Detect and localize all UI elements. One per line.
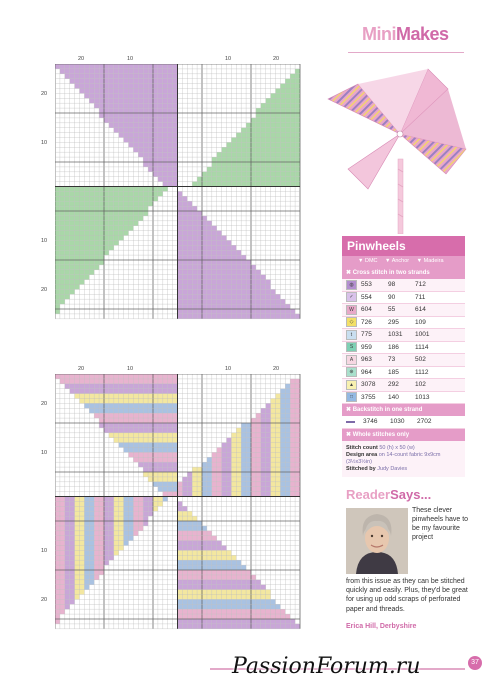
thread-swatch: ▲ — [346, 380, 357, 390]
thread-swatch: t — [346, 330, 357, 340]
key-row — [342, 367, 465, 380]
tick-label: 20 — [273, 366, 280, 372]
reader-quote-part1: These clever pinwheels have to be my favourite project — [412, 507, 469, 541]
madeira-code: 614 — [415, 306, 426, 314]
tick-label: 10 — [127, 366, 134, 372]
design-area-label: Design area — [346, 451, 378, 458]
tick-label: 10 — [41, 548, 48, 554]
chart-grid-1 — [55, 64, 305, 322]
thread-swatch: W — [346, 305, 357, 315]
anchor-code: 186 — [388, 343, 399, 351]
section-header — [362, 24, 449, 45]
tick-label: 20 — [273, 56, 280, 62]
thread-swatch: ⊕ — [346, 367, 357, 377]
reader-author: Erica Hill, Derbyshire — [346, 623, 417, 630]
cross-stitch-heading: ✖ Cross stitch in two strands — [342, 267, 465, 279]
key-row — [342, 392, 465, 405]
thread-swatch: ◍ — [346, 280, 357, 290]
key-info — [342, 441, 465, 477]
chart-grid-2 — [55, 374, 305, 632]
thread-swatch: □ — [346, 392, 357, 402]
tick-label: 10 — [41, 140, 48, 146]
stitch-count-label: Stitch count — [346, 444, 378, 451]
key-column-headers — [342, 256, 465, 267]
madeira-code: 1013 — [415, 393, 430, 401]
key-row — [342, 317, 465, 330]
tick-label: 20 — [78, 56, 85, 62]
key-row — [342, 292, 465, 305]
column-anchor: ▼ Anchor — [385, 258, 410, 264]
backstitch-dmc: 3746 — [363, 418, 378, 426]
pinwheel-illustration — [318, 64, 468, 239]
thread-swatch: ◇ — [346, 317, 357, 327]
header-divider — [348, 52, 464, 53]
dmc-code: 775 — [361, 331, 372, 339]
stitch-count: 50 (h) x 50 (w) — [379, 444, 415, 451]
thread-swatch: A — [346, 355, 357, 365]
cross-stitch-chart-1 — [55, 64, 305, 322]
dmc-code: 554 — [361, 293, 372, 301]
dmc-code: 3755 — [361, 393, 376, 401]
dmc-code: 3078 — [361, 381, 376, 389]
watermark: PassionForum.ru — [232, 654, 421, 679]
tick-label: 20 — [78, 366, 85, 372]
madeira-code: 711 — [415, 293, 426, 301]
dmc-code: 963 — [361, 356, 372, 364]
anchor-code: 98 — [388, 281, 396, 289]
madeira-code: 1001 — [415, 331, 430, 339]
dmc-code: 604 — [361, 306, 372, 314]
dmc-code: 726 — [361, 318, 372, 326]
reader-says-part2: Says... — [390, 487, 432, 502]
thread-key — [342, 236, 465, 477]
tick-label: 20 — [41, 401, 48, 407]
madeira-code: 502 — [415, 356, 426, 364]
backstitch-row — [342, 416, 465, 429]
key-row — [342, 279, 465, 292]
madeira-code: 1114 — [415, 343, 429, 351]
design-area: on 14-count fabric 9x9cm (3½x3½in) — [346, 451, 441, 465]
backstitch-heading: ✖ Backstitch in one strand — [342, 404, 465, 416]
stitched-by-label: Stitched by — [346, 465, 376, 472]
tick-label: 10 — [127, 56, 134, 62]
header-part1: Mini — [362, 24, 396, 44]
whole-stitches-heading: ✖ Whole stitches only — [342, 429, 465, 441]
madeira-code: 1112 — [415, 368, 429, 376]
tick-label: 10 — [225, 56, 232, 62]
tick-label: 20 — [41, 91, 48, 97]
reader-photo — [346, 508, 408, 574]
cross-stitch-chart-2 — [55, 374, 305, 632]
tick-label: 20 — [41, 287, 48, 293]
anchor-code: 90 — [388, 293, 396, 301]
dmc-code: 964 — [361, 368, 372, 376]
madeira-code: 712 — [415, 281, 426, 289]
key-row — [342, 329, 465, 342]
header-part2: Makes — [396, 24, 449, 44]
madeira-code: 102 — [415, 381, 426, 389]
key-row — [342, 304, 465, 317]
tick-label: 10 — [225, 366, 232, 372]
backstitch-anchor: 1030 — [390, 418, 405, 426]
anchor-code: 55 — [388, 306, 396, 314]
column-dmc: ▼ DMC — [358, 258, 378, 264]
reader-quote-part2: from this issue as they can be stitched quickly and easily. Plus, they'd be great for using up odd scraps of perforated paper and threads. — [346, 578, 468, 613]
column-madeira: ▼ Madeira — [416, 258, 444, 264]
anchor-code: 1031 — [388, 331, 403, 339]
stitched-by: Judy Davies — [377, 465, 408, 472]
dmc-code: 553 — [361, 281, 372, 289]
reader-says-title — [346, 487, 431, 502]
anchor-code: 140 — [388, 393, 399, 401]
key-row — [342, 354, 465, 367]
key-row — [342, 342, 465, 355]
key-rows — [342, 279, 465, 404]
anchor-code: 185 — [388, 368, 399, 376]
key-title: Pinwheels — [342, 236, 465, 256]
tick-label: 10 — [41, 450, 48, 456]
dmc-code: 959 — [361, 343, 372, 351]
thread-swatch: ✓ — [346, 292, 357, 302]
anchor-code: 73 — [388, 356, 396, 364]
anchor-code: 292 — [388, 381, 399, 389]
anchor-code: 295 — [388, 318, 399, 326]
backstitch-madeira: 2702 — [417, 418, 432, 426]
backstitch-swatch — [346, 421, 355, 423]
thread-swatch: S — [346, 342, 357, 352]
madeira-code: 109 — [415, 318, 426, 326]
page-number: 37 — [468, 656, 482, 670]
tick-label: 20 — [41, 597, 48, 603]
key-row — [342, 379, 465, 392]
tick-label: 10 — [41, 238, 48, 244]
reader-says-part1: Reader — [346, 487, 391, 502]
